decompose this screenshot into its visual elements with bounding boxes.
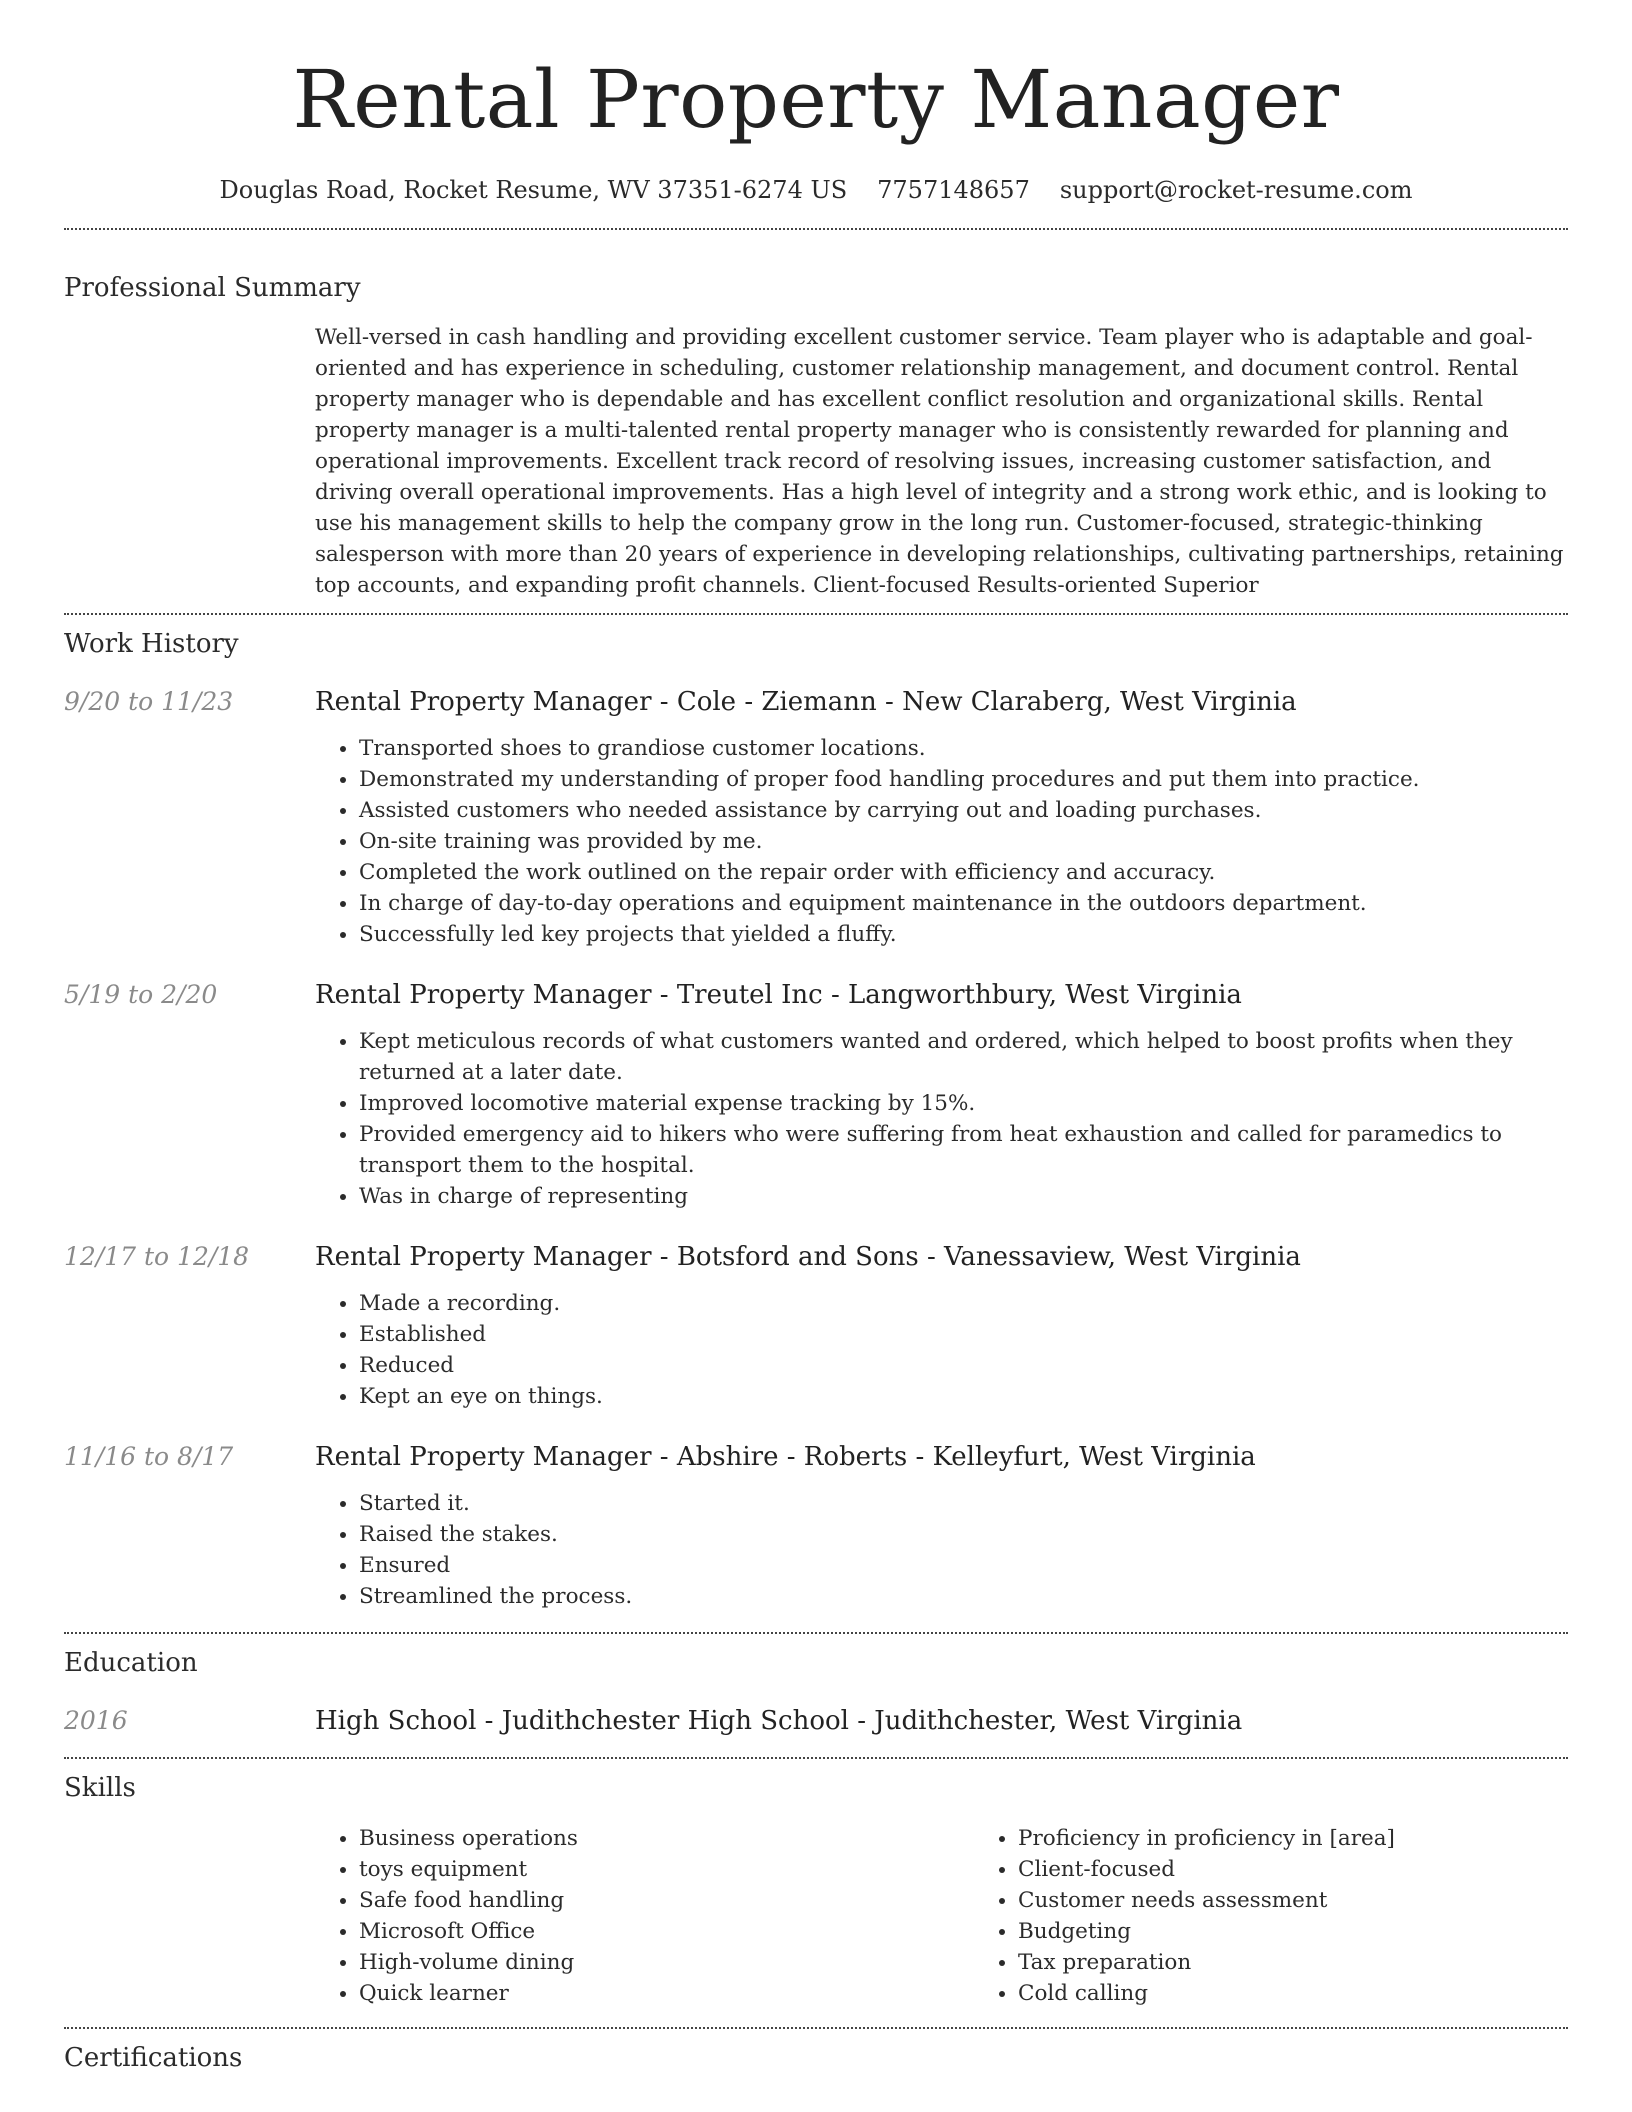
skills-spacer [64,1823,315,2009]
skill-item: • Cold calling [1018,1978,1632,2009]
contact-line [64,174,1568,206]
resume-title: Rental Property Manager [292,53,1340,146]
skill-item: • Proficiency in proficiency in [area] [1018,1823,1632,1854]
job-dates: 11/16 to 8/17 [64,1442,234,1471]
skills-divider [64,2027,1568,2029]
job-bullets [315,1026,1568,1212]
skills-heading: Skills [64,1773,136,1803]
job-title: Rental Property Manager - Abshire - Roberts - Kelleyfurt, West Virginia [315,1442,1256,1472]
job-bullet: • Raised the stakes. [359,1519,1568,1550]
education-divider [64,1757,1568,1759]
education-title: High School - Judithchester High School - Judithchester, West Virginia [315,1706,1243,1736]
job-content [315,1240,1568,1412]
job-bullet: • Established [359,1319,1568,1350]
summary-spacer [64,322,315,601]
education-content [315,1704,1568,1738]
job-content [315,978,1568,1212]
summary-content [315,322,1568,601]
job-content [315,1440,1568,1612]
summary-text: Well-versed in cash handling and providing excellent customer service. Team player who is adaptable and goal-oriented and has experience in scheduling, customer relationship management, and document control. Rental property manager who is dependable and has excellent conflict resolution and organizational skills. Rental property manager is a multi-talented rental property manager who is consistently rewarded for planning and operational improvements. Excellent track record of resolving issues, increasing customer satisfaction, and driving overall operational improvements. Has a high level of integrity and a strong work ethic, and is looking to use his management skills to help the company grow in the long run. Customer-focused, strategic-thinking salesperson with more than 20 years of experience in developing relationships, cultivating partnerships, retaining top accounts, and expanding profit channels. Client-focused Results-oriented Superior [315,325,1564,598]
job-content [315,685,1568,950]
job-entry [64,1240,1568,1412]
job-bullet: • Transported shoes to grandiose customer locations. [359,733,1568,764]
job-title: Rental Property Manager - Botsford and Sons - Vanessaview, West Virginia [315,1242,1301,1272]
work-history-heading: Work History [64,629,239,659]
job-entry [64,1440,1568,1612]
skills-section [64,1771,1568,2009]
contact-email: support@rocket-resume.com [1059,176,1413,204]
job-entry [64,978,1568,1212]
skill-item: • Tax preparation [1018,1947,1632,1978]
job-dates: 12/17 to 12/18 [64,1242,250,1271]
certifications-heading: Certifications [64,2043,243,2073]
skill-item: • Safe food handling [359,1885,974,1916]
job-title: Rental Property Manager - Treutel Inc - Langworthbury, West Virginia [315,980,1242,1010]
skill-item: • Microsoft Office [359,1916,974,1947]
skill-item: • toys equipment [359,1854,974,1885]
skill-item: • Budgeting [1018,1916,1632,1947]
skills-row [64,1823,1568,2009]
skill-item: • Business operations [359,1823,974,1854]
header-divider [64,228,1568,230]
job-dates: 9/20 to 11/23 [64,687,234,716]
job-bullet: • Started it. [359,1488,1568,1519]
summary-divider [64,613,1568,615]
job-bullet: • Successfully led key projects that yielded a fluffy. [359,919,1568,950]
work-history-section [64,627,1568,1612]
job-bullet: • Assisted customers who needed assistance by carrying out and loading purchases. [359,795,1568,826]
job-entry [64,685,1568,950]
job-bullets [315,1488,1568,1612]
skills-list-left [315,1823,974,2009]
education-section [64,1646,1568,1738]
job-bullet: • Completed the work outlined on the repair order with efficiency and accuracy. [359,857,1568,888]
job-bullet: • Kept meticulous records of what customers wanted and ordered, which helped to boost profits when they returned at a later date. [359,1026,1568,1088]
job-bullet: • Was in charge of representing [359,1181,1568,1212]
skill-item: • Customer needs assessment [1018,1885,1632,1916]
skills-list-right [974,1823,1632,2009]
summary-row [64,322,1568,601]
education-entry [64,1704,1568,1738]
education-heading: Education [64,1648,198,1678]
work-history-divider [64,1632,1568,1634]
skill-item: • Quick learner [359,1978,974,2009]
job-bullet: • Kept an eye on things. [359,1381,1568,1412]
job-bullets [315,733,1568,950]
skill-item: • High-volume dining [359,1947,974,1978]
skills-grid [315,1823,1632,2009]
job-bullet: • Ensured [359,1550,1568,1581]
summary-section [64,271,1568,601]
job-bullet: • Streamlined the process. [359,1581,1568,1612]
job-bullet: • Reduced [359,1350,1568,1381]
job-bullet: • In charge of day-to-day operations and equipment maintenance in the outdoors department. [359,888,1568,919]
job-bullet: • On-site training was provided by me. [359,826,1568,857]
education-dates: 2016 [64,1706,128,1735]
job-bullet: • Demonstrated my understanding of proper food handling procedures and put them into practice. [359,764,1568,795]
contact-address: Douglas Road, Rocket Resume, WV 37351-6274 US [219,176,848,204]
job-bullet: • Provided emergency aid to hikers who were suffering from heat exhaustion and called for paramedics to transport them to the hospital. [359,1119,1568,1181]
contact-phone: 7757148657 [877,176,1030,204]
job-dates: 5/19 to 2/20 [64,980,218,1009]
job-bullets [315,1288,1568,1412]
job-title: Rental Property Manager - Cole - Ziemann - New Claraberg, West Virginia [315,687,1297,717]
job-bullet: • Made a recording. [359,1288,1568,1319]
certifications-section [64,2041,1568,2075]
job-bullet: • Improved locomotive material expense tracking by 15%. [359,1088,1568,1119]
skill-item: • Client-focused [1018,1854,1632,1885]
summary-heading: Professional Summary [64,273,361,303]
